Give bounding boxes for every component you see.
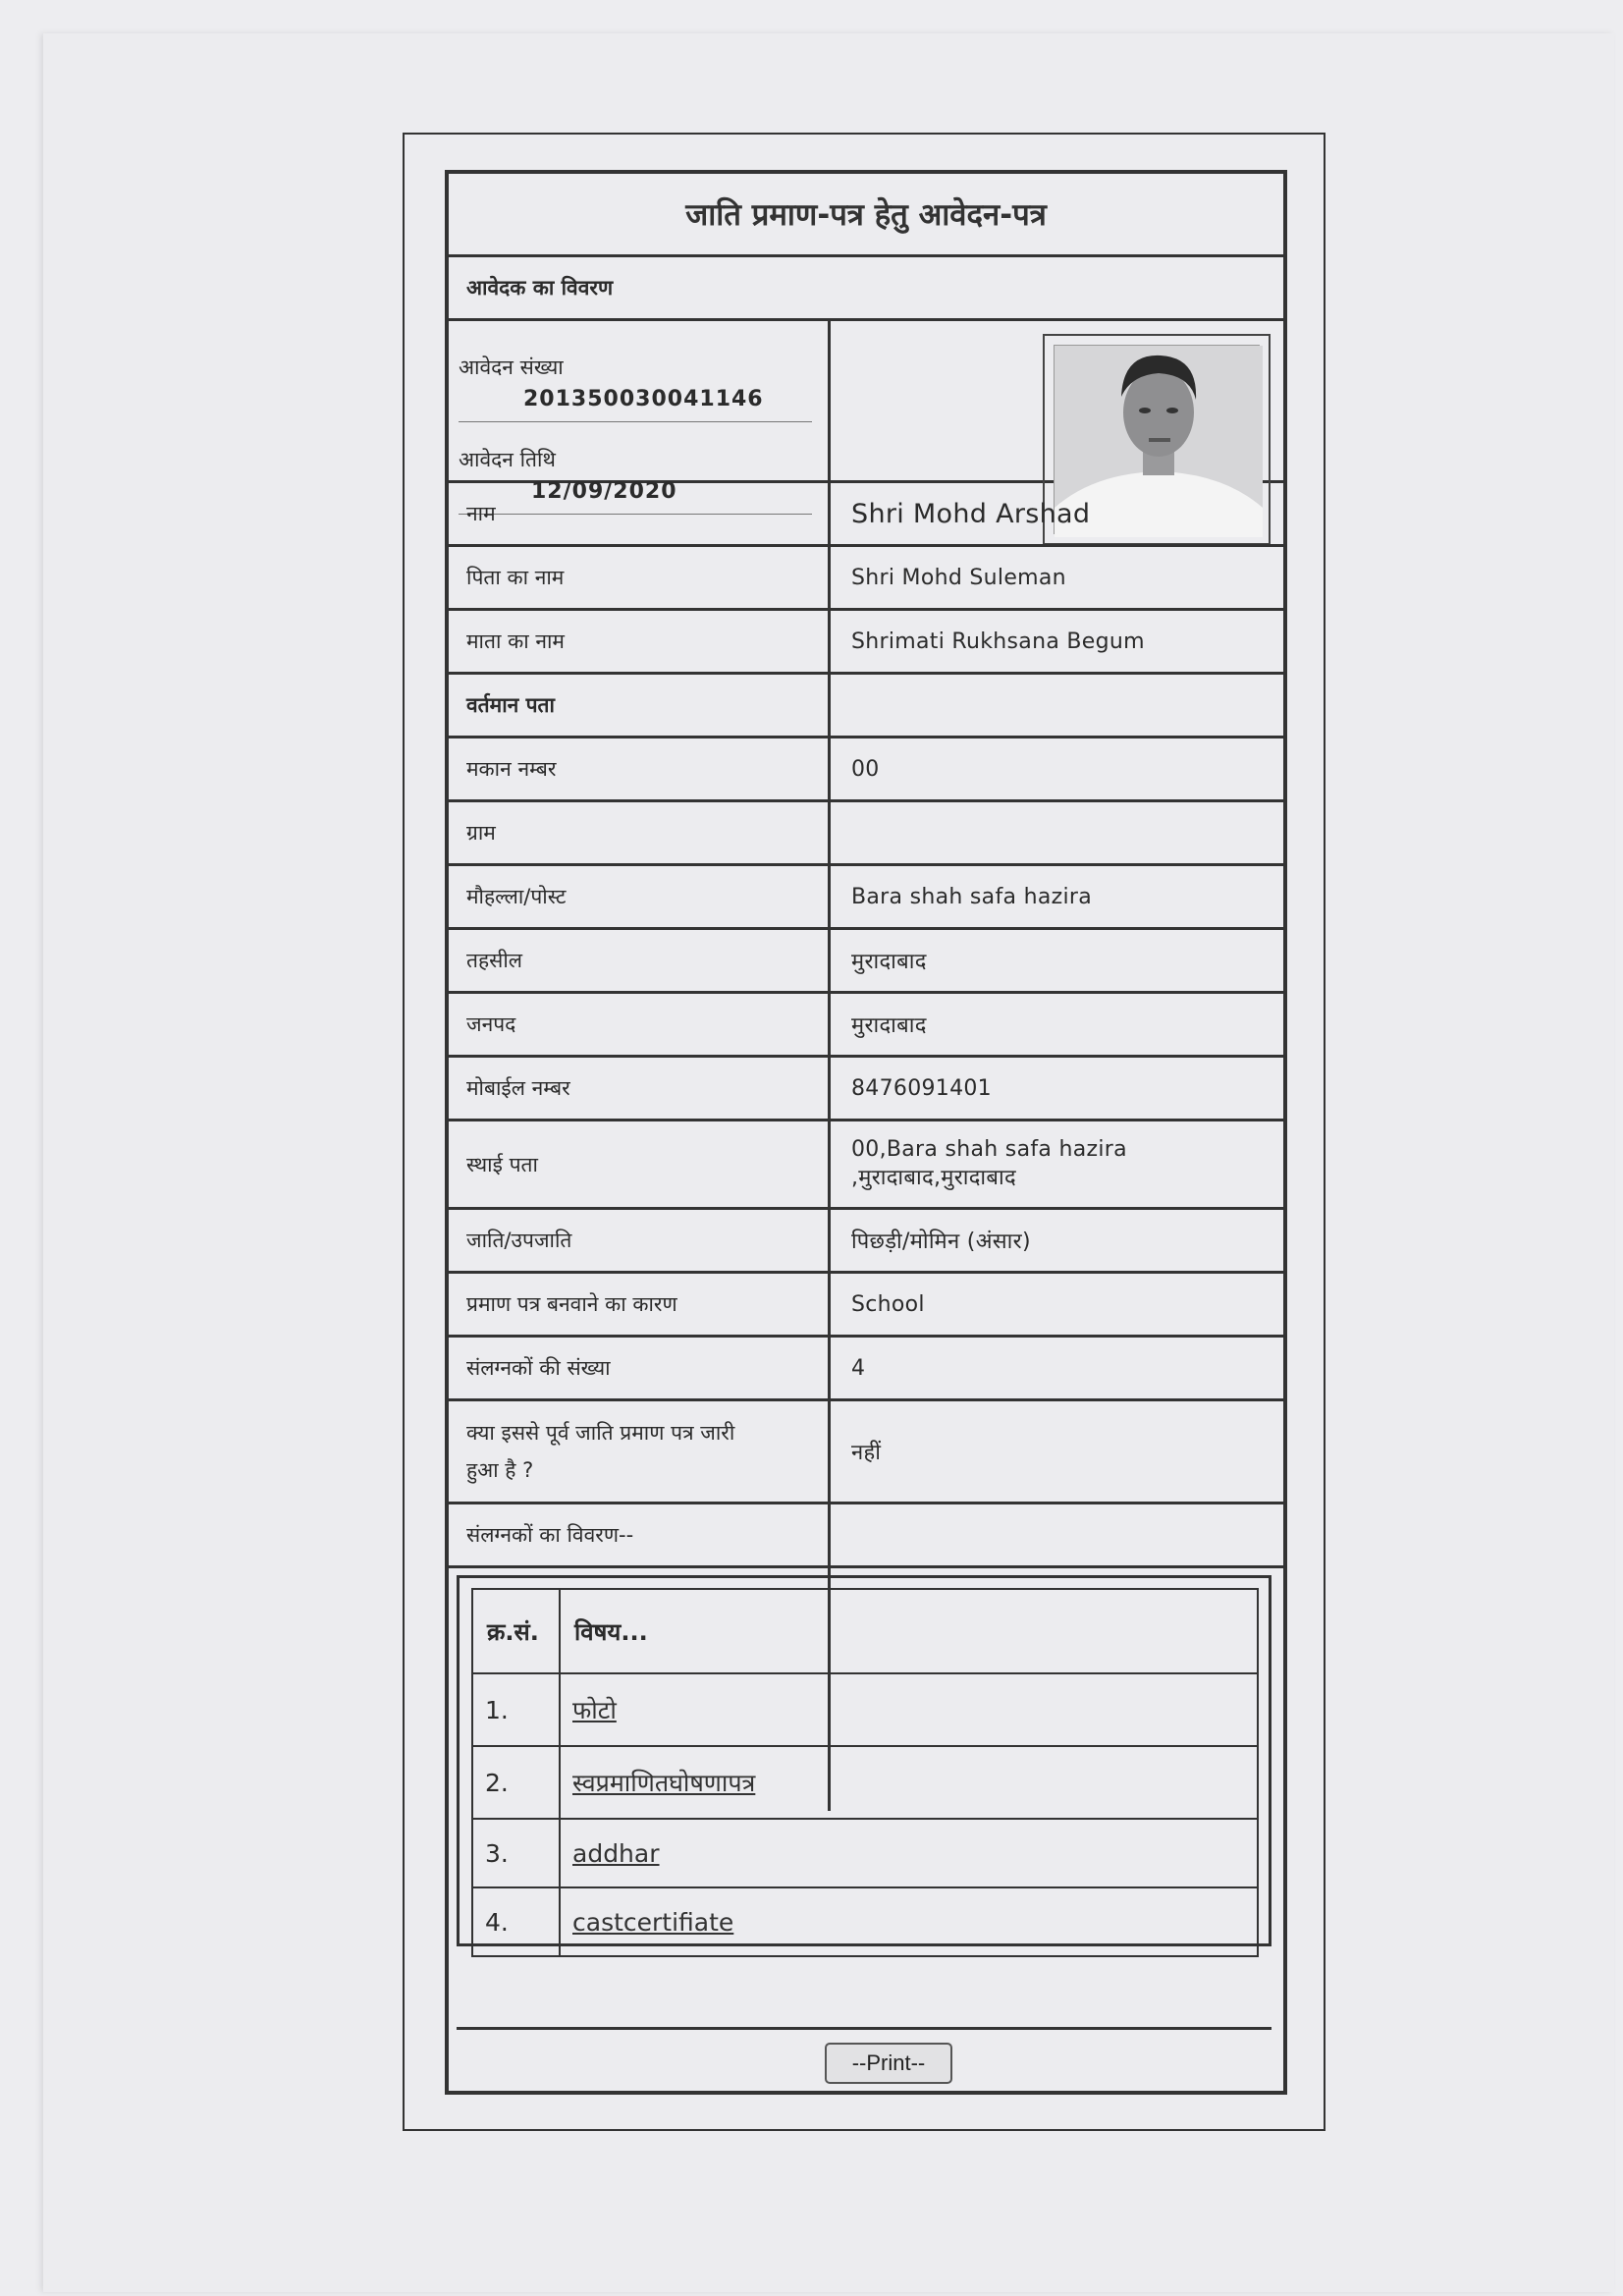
section-heading-row: [449, 257, 1283, 321]
field-label: मकान नम्बर: [466, 757, 557, 781]
field-row: [449, 1274, 1283, 1338]
field-label: जनपद: [466, 1012, 516, 1036]
field-value: [851, 1121, 1273, 1207]
permanent-address-line-1: 00,Bara shah safa hazira: [851, 1137, 1127, 1162]
subject-cell: [560, 1673, 1258, 1746]
field-label-line-1: क्या इससे पूर्व जाति प्रमाण पत्र जारी: [466, 1421, 735, 1445]
column-header-serial: क्र.सं.: [472, 1589, 560, 1673]
field-label: जाति/उपजाति: [466, 1229, 572, 1252]
application-date-label: आवेदन तिथि: [459, 448, 556, 471]
attachment-link[interactable]: फोटो: [572, 1696, 617, 1724]
field-label: मौहल्ला/पोस्ट: [466, 885, 567, 908]
field-value: [851, 1504, 1273, 1565]
title-row: [449, 174, 1283, 257]
field-label: संलग्नकों का विवरण--: [466, 1523, 634, 1547]
field-row: [449, 994, 1283, 1058]
field-label-line-2: हुआ है ?: [466, 1458, 534, 1482]
serial-cell: 1.: [472, 1673, 560, 1746]
serial-cell: 4.: [472, 1887, 560, 1956]
permanent-address-line-2: ,मुरादाबाद,मुरादाबाद: [851, 1166, 1016, 1190]
field-value: Bara shah safa hazira: [851, 884, 1092, 909]
field-row: [449, 1058, 1283, 1121]
field-value: 00: [851, 756, 880, 782]
section-heading: आवेदक का विवरण: [466, 276, 614, 300]
field-value: 8476091401: [851, 1075, 992, 1101]
field-row: [449, 611, 1283, 675]
field-row: [449, 1338, 1283, 1401]
field-row: [449, 866, 1283, 930]
field-label: तहसील: [466, 949, 522, 972]
field-value: School: [851, 1291, 925, 1317]
field-value: [851, 675, 1273, 736]
print-button[interactable]: --Print--: [825, 2043, 952, 2084]
attachments-panel: [457, 1575, 1271, 1946]
application-date-value: 12/09/2020: [531, 479, 677, 504]
application-number-label: आवेदन संख्या: [459, 355, 564, 379]
field-value: Shri Mohd Arshad: [851, 498, 1091, 529]
field-row: [449, 1504, 1283, 1568]
serial-cell: 2.: [472, 1746, 560, 1819]
field-value: पिछड़ी/मोमिन (अंसार): [851, 1230, 1031, 1254]
field-value: [851, 802, 1273, 863]
field-row: [449, 675, 1283, 738]
attachments-table: [471, 1588, 1259, 1957]
application-number-block: [459, 354, 812, 422]
attachment-link[interactable]: स्वप्रमाणितघोषणापत्र: [572, 1769, 756, 1797]
serial-cell: 3.: [472, 1819, 560, 1887]
field-label: पिता का नाम: [466, 566, 565, 589]
field-label: मोबाईल नम्बर: [466, 1076, 570, 1100]
subject-cell: [560, 1887, 1258, 1956]
field-label: स्थाई पता: [466, 1152, 538, 1176]
column-header-subject: विषय...: [560, 1589, 1258, 1673]
field-value: मुरादाबाद: [851, 1013, 927, 1038]
field-label: ग्राम: [466, 821, 496, 845]
subject-cell: [560, 1819, 1258, 1887]
form-title: जाति प्रमाण-पत्र हेतु आवेदन-पत्र: [685, 197, 1047, 233]
table-row: [472, 1746, 1258, 1819]
field-row: [449, 738, 1283, 802]
field-value: नहीं: [851, 1441, 882, 1465]
field-label: माता का नाम: [466, 629, 565, 653]
field-row: [449, 547, 1283, 611]
field-value: 4: [851, 1355, 866, 1381]
field-row: [449, 1121, 1283, 1210]
divider: [459, 421, 812, 422]
field-row: [449, 802, 1283, 866]
field-label: वर्तमान पता: [466, 693, 555, 717]
attachment-link[interactable]: castcertifiate: [572, 1907, 734, 1937]
caste-certificate-application-form: [445, 170, 1287, 2095]
attachment-link[interactable]: addhar: [572, 1838, 660, 1868]
field-value: मुरादाबाद: [851, 950, 927, 974]
subject-cell: [560, 1746, 1258, 1819]
field-row: [449, 1210, 1283, 1274]
application-number-value: 201350030041146: [523, 387, 764, 411]
field-value: Shrimati Rukhsana Begum: [851, 629, 1145, 654]
table-row: [472, 1673, 1258, 1746]
print-row: [457, 2027, 1271, 2088]
field-label: [466, 1401, 820, 1502]
table-row: [472, 1819, 1258, 1887]
table-header-row: [472, 1589, 1258, 1673]
field-row: [449, 930, 1283, 994]
field-label: प्रमाण पत्र बनवाने का कारण: [466, 1292, 677, 1316]
field-row: [449, 483, 1283, 547]
field-value: Shri Mohd Suleman: [851, 565, 1066, 590]
field-row: [449, 1401, 1283, 1504]
field-label: संलग्नकों की संख्या: [466, 1356, 611, 1380]
field-label: नाम: [466, 502, 496, 525]
table-row: [472, 1887, 1258, 1956]
